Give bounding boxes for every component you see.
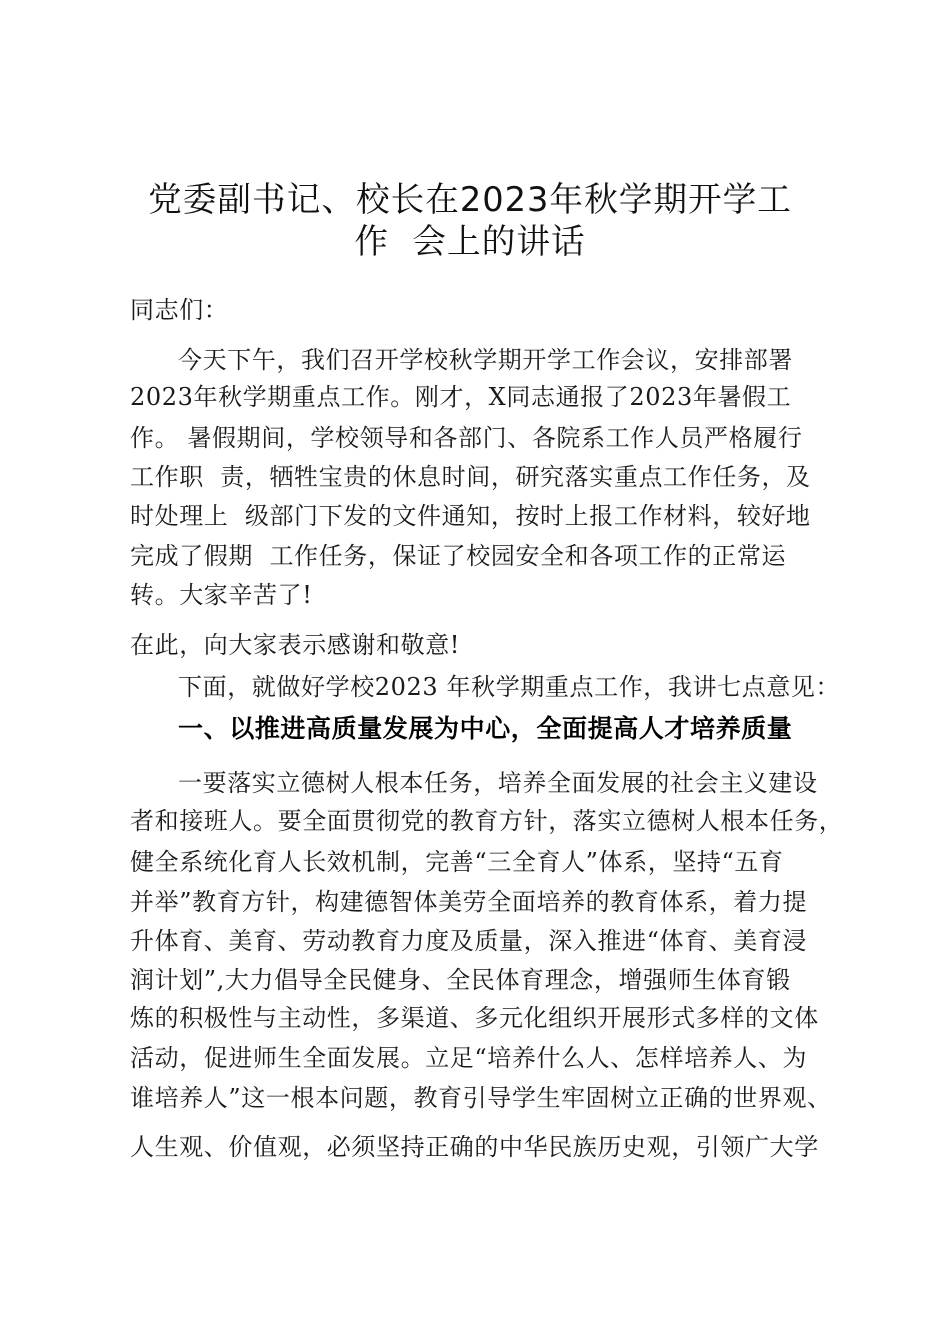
paragraph-line: 今天下午，我们召开学校秋学期开学工作会议，安排部署 (178, 346, 793, 374)
section-heading: 一、以推进高质量发展为中心，全面提高人才培养质量 (178, 714, 793, 743)
paragraph-line: 活动，促进师生全面发展。立足“培养什么人、怎样培养人、为 (130, 1044, 808, 1072)
intro-line: 下面，就做好学校2023 年秋学期重点工作，我讲七点意见： (178, 673, 841, 701)
paragraph-line: 时处理上 级部门下发的文件通知，按时上报工作材料，较好地 (130, 502, 811, 530)
salutation: 同志们： (130, 296, 229, 324)
paragraph-line: 完成了假期 工作任务，保证了校园安全和各项工作的正常运 (130, 542, 787, 570)
paragraph-line: 升体育、美育、劳动教育力度及质量，深入推进“体育、美育浸 (130, 927, 808, 955)
document-title-line-1: 党委副书记、校长在2023年秋学期开学工 (148, 180, 792, 220)
paragraph-line: 工作职 责，牺牲宝贵的休息时间，研究落实重点工作任务，及 (130, 463, 811, 491)
paragraph-line: 者和接班人。要全面贯彻党的教育方针，落实立德树人根本任务， (130, 807, 844, 835)
paragraph-line: 健全系统化育人长效机制，完善“三全育人”体系，坚持“五育 (130, 848, 784, 876)
paragraph-line: 谁培养人”这一根本问题，教育引导学生牢固树立正确的世界观、 (130, 1084, 832, 1112)
paragraph-line: 并举”教育方针，构建德智体美劳全面培养的教育体系，着力提 (130, 888, 808, 916)
paragraph-line: 炼的积极性与主动性，多渠道、多元化组织开展形式多样的文体 (130, 1004, 819, 1032)
paragraph-line: 2023年秋学期重点工作。刚才，X同志通报了2023年暑假工 (130, 383, 792, 411)
paragraph-line: 转。大家辛苦了! (130, 581, 313, 609)
document-title-line-2: 作 会上的讲话 (354, 222, 586, 262)
paragraph-line: 人生观、价值观，必须坚持正确的中华民族历史观，引领广大学 (130, 1133, 819, 1161)
paragraph-line: 润计划”,大力倡导全民健身、全民体育理念，增强师生体育锻 (130, 966, 791, 994)
thanks-line: 在此，向大家表示感谢和敬意! (130, 631, 461, 659)
paragraph-line: 一要落实立德树人根本任务，培养全面发展的社会主义建设 (178, 769, 818, 797)
paragraph-line: 作。 暑假期间，学校领导和各部门、各院系工作人员严格履行 (130, 424, 803, 452)
